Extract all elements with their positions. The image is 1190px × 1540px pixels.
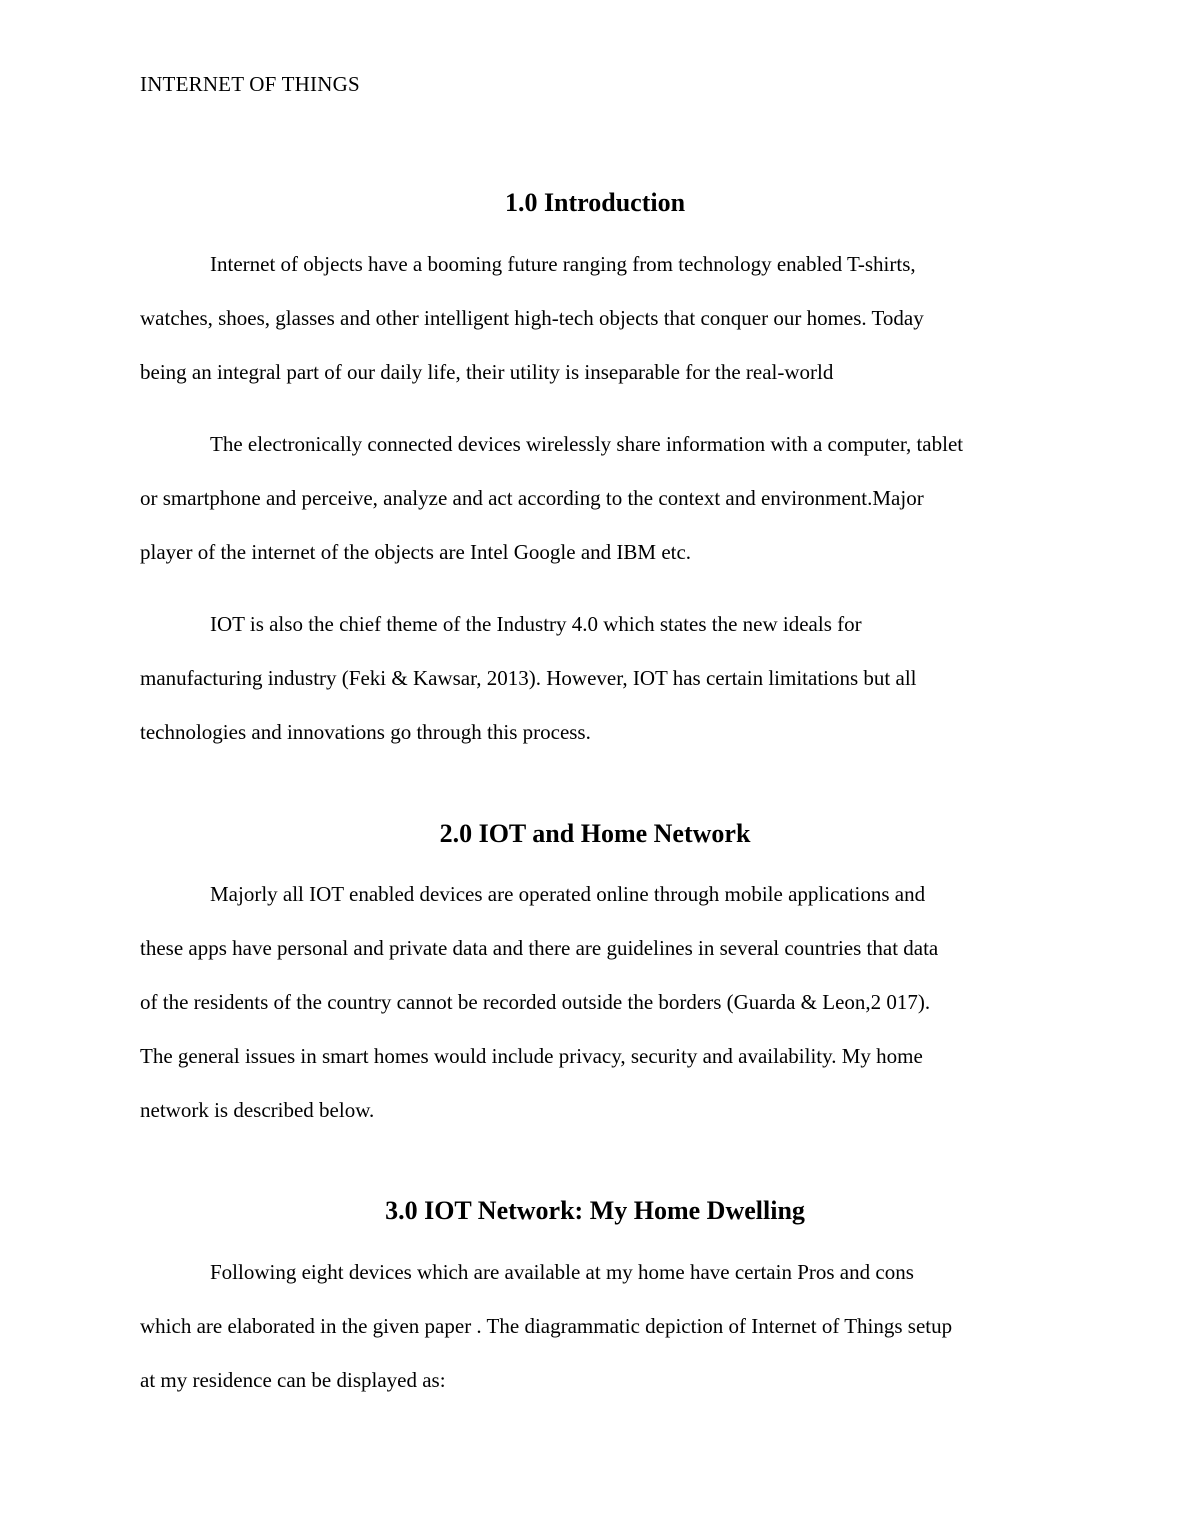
paragraph-line: manufacturing industry (Feki & Kawsar, 2013). However, IOT has certain limitations but all — [140, 666, 917, 690]
paragraph-home-network — [140, 867, 1050, 1137]
paragraph-intro-1 — [140, 237, 1050, 399]
paragraph-line: or smartphone and perceive, analyze and act according to the context and environment.Major — [140, 486, 924, 510]
section-heading-home-dwelling: 3.0 IOT Network: My Home Dwelling — [385, 1196, 805, 1225]
paragraph-line: being an integral part of our daily life, their utility is inseparable for the real-world — [140, 360, 834, 384]
paragraph-line: technologies and innovations go through this process. — [140, 720, 591, 744]
paragraph-line: of the residents of the country cannot be recorded outside the borders (Guarda & Leon,2 017). — [140, 990, 931, 1014]
paragraph-line: Internet of objects have a booming future ranging from technology enabled T-shirts, — [210, 252, 916, 276]
paragraph-line: watches, shoes, glasses and other intelligent high-tech objects that conquer our homes. Today — [140, 306, 924, 330]
section-heading-introduction: 1.0 Introduction — [504, 188, 686, 217]
paragraph-home-dwelling — [140, 1245, 1050, 1407]
paragraph-line: Following eight devices which are available at my home have certain Pros and cons — [210, 1260, 914, 1284]
paragraph-line: The electronically connected devices wirelessly share information with a computer, tablet — [210, 432, 964, 456]
paragraph-line: at my residence can be displayed as: — [140, 1368, 446, 1392]
paragraph-line: these apps have personal and private data and there are guidelines in several countries that data — [140, 936, 939, 960]
paragraph-line: The general issues in smart homes would include privacy, security and availability. My home — [140, 1044, 923, 1068]
section-heading-home-network: 2.0 IOT and Home Network — [439, 819, 751, 848]
paragraph-line: which are elaborated in the given paper . The diagrammatic depiction of Internet of Things setup — [140, 1314, 953, 1338]
paragraph-line: Majorly all IOT enabled devices are operated online through mobile applications and — [210, 882, 926, 906]
paragraph-intro-3 — [140, 597, 1050, 759]
paragraph-line: IOT is also the chief theme of the Industry 4.0 which states the new ideals for — [210, 612, 862, 636]
running-head: INTERNET OF THINGS — [140, 72, 360, 96]
paragraph-intro-2 — [140, 417, 1050, 579]
paragraph-line: player of the internet of the objects are Intel Google and IBM etc. — [140, 540, 692, 564]
paragraph-line: network is described below. — [140, 1098, 375, 1122]
